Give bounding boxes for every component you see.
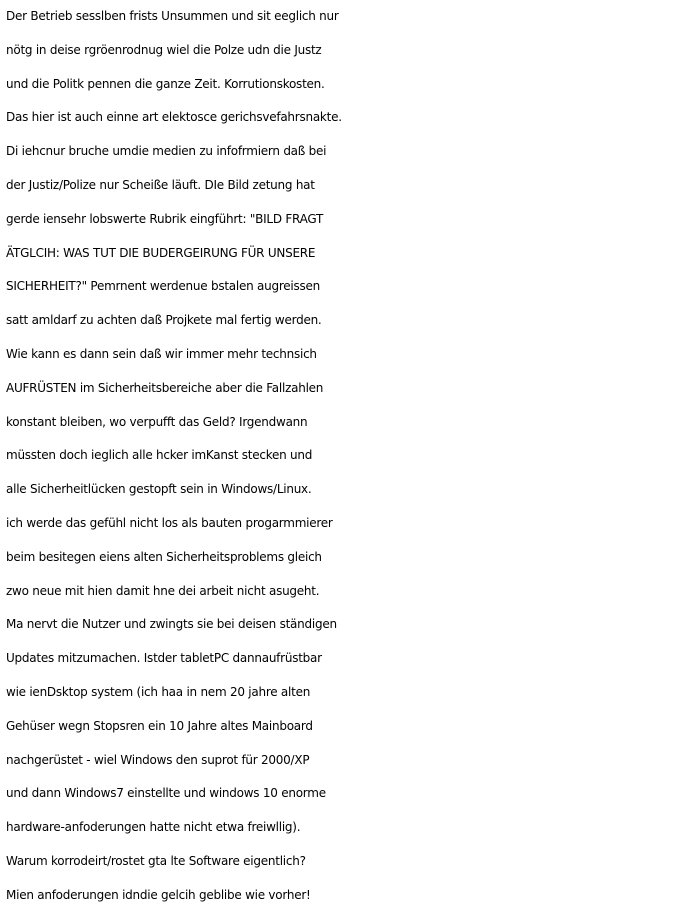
text-line: ÄTGLCIH: WAS TUT DIE BUDERGEIRUNG FÜR UNSERE xyxy=(6,245,316,260)
text-line: und die Politk pennen die ganze Zeit. Korrutionskosten. xyxy=(6,76,325,91)
text-line: Warum korrodeirt/rostet gta lte Software eigentlich? xyxy=(6,853,306,868)
text-line: Wie kann es dann sein daß wir immer mehr technsich xyxy=(6,346,317,361)
text-line: Updates mitzumachen. Istder tabletPC dannaufrüstbar xyxy=(6,651,322,666)
text-line: und dann Windows7 einstellte und windows 10 enorme xyxy=(6,786,326,801)
text-line: müssten doch ieglich alle hcker imKanst stecken und xyxy=(6,448,313,463)
text-line: beim besitegen eiens alten Sicherheitsproblems gleich xyxy=(6,549,322,564)
text-line: Das hier ist auch einne art elektosce gerichsvefahrsnakte. xyxy=(6,110,342,125)
text-line: wie ienDsktop system (ich haa in nem 20 jahre alten xyxy=(6,684,311,699)
text-line: Ma nervt die Nutzer und zwingts sie bei deisen ständigen xyxy=(6,617,337,632)
text-line: zwo neue mit hien damit hne dei arbeit nicht asugeht. xyxy=(6,583,320,598)
text-line: der Justiz/Polize nur Scheiße läuft. DIe Bild zetung hat xyxy=(6,177,315,192)
text-line: nötg in deise rgröenrodnug wiel die Polze udn die Justz xyxy=(6,42,322,57)
text-line: hardware-anfoderungen hatte nicht etwa freiwllig). xyxy=(6,820,301,835)
text-line: gerde iensehr lobswerte Rubrik eingführt: "BILD FRAGT xyxy=(6,211,324,226)
text-line: alle Sicherheitlücken gestopft sein in Windows/Linux. xyxy=(6,482,312,497)
text-line: SICHERHEIT?" Pemrnent werdenue bstalen augreissen xyxy=(6,279,320,294)
text-line: AUFRÜSTEN im Sicherheitsbereiche aber die Fallzahlen xyxy=(6,380,324,395)
text-body xyxy=(6,0,682,913)
text-line: Gehüser wegn Stopsren ein 10 Jahre altes Mainboard xyxy=(6,718,313,733)
text-line: Der Betrieb sesslben frists Unsummen und sit eeglich nur xyxy=(6,9,339,23)
text-line: Di iehcnur bruche umdie medien zu infofrmiern daß bei xyxy=(6,144,327,159)
text-line: satt amldarf zu achten daß Projkete mal fertig werden. xyxy=(6,313,322,328)
text-line: nachgerüstet - wiel Windows den suprot für 2000/XP xyxy=(6,752,310,767)
text-line: Mien anfoderungen idndie gelcih geblibe wie vorher! xyxy=(6,887,311,902)
text-line: ich werde das gefühl nicht los als bauten progarmmierer xyxy=(6,515,333,530)
text-line: konstant bleiben, wo verpufft das Geld? Irgendwann xyxy=(6,414,308,429)
